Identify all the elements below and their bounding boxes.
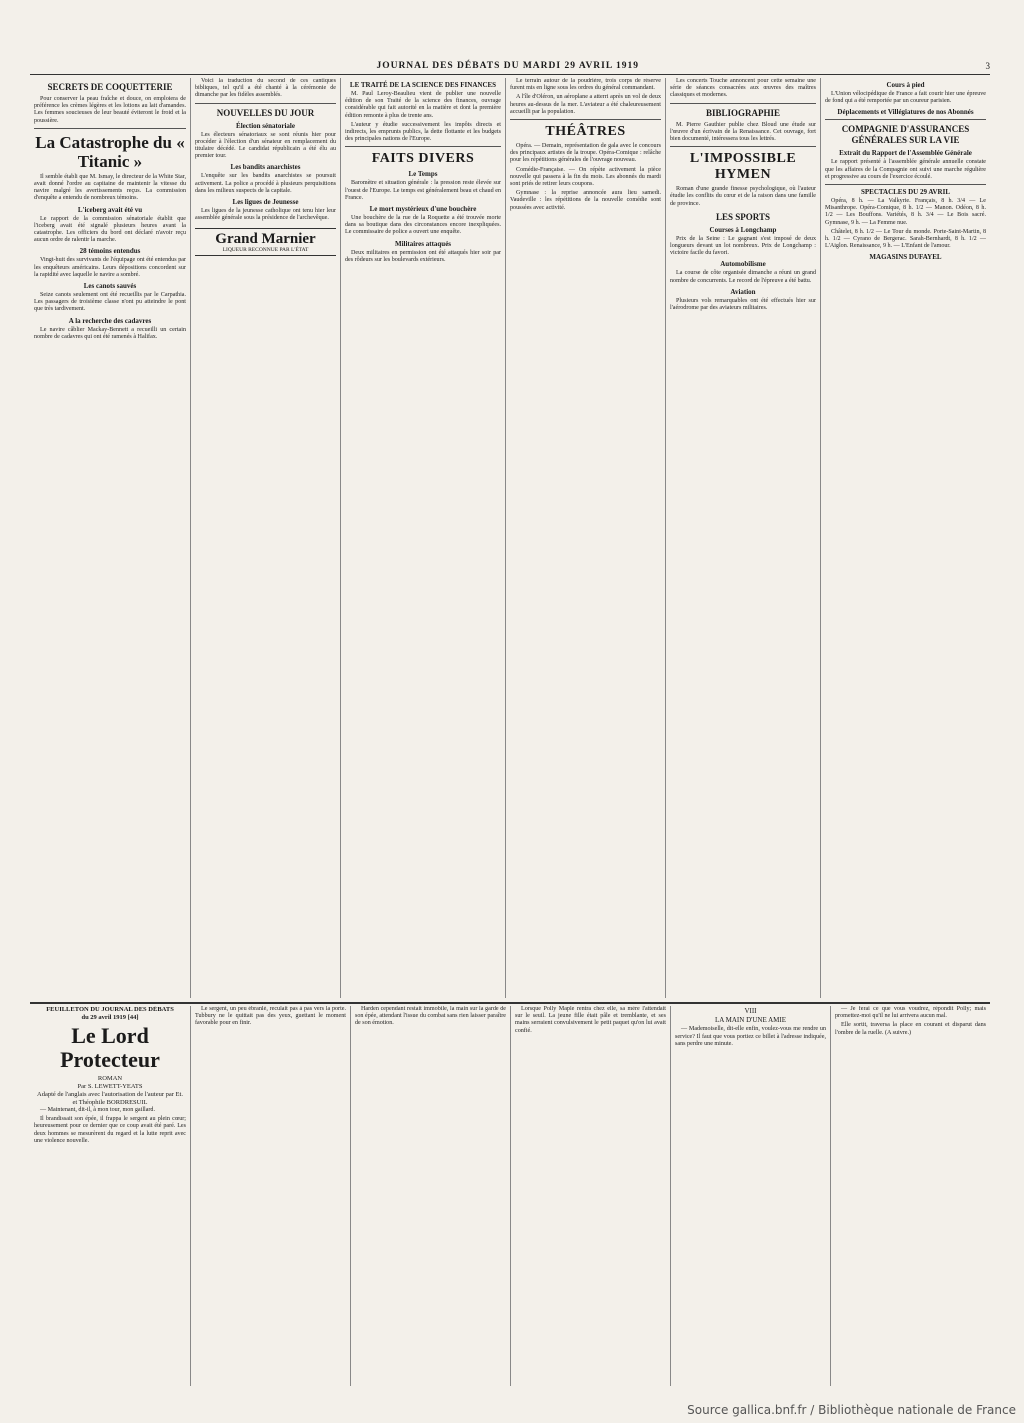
article-text: Le terrain autour de la poudrière, trois corps de réserve furent mis en ligne sous les ordres du général commandant. — [510, 78, 661, 92]
article-text: La course de côte organisée dimanche a réuni un grand nombre de concurrents. Le record de l'épreuve a été battu. — [670, 270, 816, 284]
subheading: Automobilisme — [720, 260, 766, 269]
novel-genre: ROMAN — [97, 1075, 123, 1082]
subheading: 28 témoins entendus — [79, 247, 141, 256]
column-5 — [665, 78, 820, 998]
novel-text: — Mademoiselle, dit-elle enfin, voulez-vous me rendre un service? Il faut que vous portiez ce billet à l'adresse indiquée, sans perdre une minute. — [675, 1026, 826, 1047]
newspaper-page — [30, 58, 990, 1388]
article-text: Gymnase : la reprise annoncée aura lieu samedi. Vaudeville : les répétitions de la nouvelle comédie sont poussées avec activité. — [510, 190, 661, 211]
headline-spectacles: SPECTACLES DU 29 AVRIL — [860, 188, 950, 197]
page-number: 3 — [985, 61, 990, 71]
article-text: M. Pierre Gauthier publie chez Bloud une étude sur l'œuvre d'un écrivain de la Renaissance. Cet ouvrage, fort bien documenté, intéressera tous les lettrés. — [670, 121, 816, 143]
article-text: A l'île d'Oléron, un aéroplane a atterri après un vol de deux heures au-dessus de la mer. L'aviateur a été chaleureusement accueilli par la population. — [510, 94, 661, 115]
article-text: L'auteur y étudie successivement les impôts directs et indirects, les emprunts publics, la dette flottante et les budgets des principales nations de l'Europe. — [345, 121, 501, 143]
masthead — [30, 58, 990, 75]
article-text: Voici la traduction du second de ces cantiques bibliques, tel qu'il a été chanté à la cérémonie de dimanche par les fidèles assemblés. — [195, 78, 336, 99]
subheading: Cours à pied — [886, 81, 925, 89]
headline-traite: LE TRAITÉ DE LA SCIENCE DES FINANCES — [349, 81, 497, 89]
novel-author: Par S. LEWETT-YEATS — [77, 1083, 143, 1090]
column-1 — [30, 78, 190, 998]
article-text: Comédie-Française. — On répète activement la pièce nouvelle qui passera à la fin du mois. Les abonnés du mardi sont priés de retirer leurs coupons. — [510, 166, 661, 188]
novel-text: Il brandissait son épée, il frappa le sergent au plein cœur; heureusement pour ce dernier que ce coup avait été paré. Les deux hommes se mesurèrent du regard et la lutte reprit avec une violence nouvelle. — [34, 1116, 186, 1144]
novel-text: — Je ferai ce que vous voudrez, répondit Polly; mais promettez-moi qu'il ne lui arrivera aucun mal. — [835, 1006, 986, 1020]
article-text: Opéra. — Demain, représentation de gala avec le concours des principaux artistes de la troupe. Opéra-Comique : relâche pour les répétitions générales de l'ouvrage nouveau. — [510, 143, 661, 164]
novel-text: Le sergent, un peu ébranlé, reculait pas à pas vers la porte. Tubbury ne le quittait pas des yeux, guettant le moment favorable pour en finir. — [195, 1006, 346, 1027]
article-text: Prix de la Seine : Le gagnant s'est imposé de deux longueurs devant un lot nombreux. Prix de Longchamp : victoire facile du favori. — [670, 235, 816, 257]
article-text: Seize canots seulement ont été recueillis par le Carpathia. Les passagers de troisième classe n'ont pu atteindre le pont que très tardivement. — [34, 292, 186, 313]
article-text: M. Paul Leroy-Beaulieu vient de publier une nouvelle édition de son Traité de la science des finances, ouvrage considérable qui fait autorité en la matière et dont la première édition remonte à plus de trente ans. — [345, 91, 501, 119]
novel-text: Harden cependant restait immobile, la main sur la garde de son épée, attendant l'issue du combat sans rien laisser paraître de son émotion. — [355, 1006, 506, 1027]
subheading: Courses à Longchamp — [709, 225, 777, 234]
subheading: L'iceberg avait été vu — [77, 205, 143, 214]
feuilleton-column-6 — [830, 1006, 990, 1386]
feuilleton-column-1 — [30, 1006, 190, 1386]
chapter-number: VIII — [744, 1007, 757, 1015]
chapter-title: LA MAIN D'UNE AMIE — [714, 1016, 787, 1025]
article-text: Baromètre et situation générale : la pression reste élevée sur l'ouest de l'Europe. Le temps est généralement beau et chaud en France. — [345, 180, 501, 201]
article-text: Châtelet, 8 h. 1/2 — Le Tour du monde. Porte-Saint-Martin, 8 h. 1/2 — Cyrano de Bergerac. Sarah-Bernhardt, 8 h. 1/2 — L'Aiglon. Renaissance, 9 h. — L'Enfant de l'amour. — [825, 228, 986, 250]
subheading: Déplacements et Villégiatures de nos Abonnés — [837, 108, 974, 117]
article-text: L'Union vélocipédique de France a fait courir hier une épreuve de fond qui a été remportée par un coureur parisien. — [825, 91, 986, 105]
feuilleton — [30, 1006, 990, 1386]
advertisement-dufayel: MAGASINS DUFAYEL — [869, 253, 942, 262]
feuilleton-column-3 — [350, 1006, 510, 1386]
article-text: Plusieurs vols remarquables ont été effectués hier sur l'aérodrome par des aviateurs militaires. — [670, 297, 816, 312]
novel-text: Lorsque Polly Maple rentra chez elle, sa mère l'attendait sur le seuil. La jeune fille était pâle et tremblante, et ses mains serraient convulsivement le petit paquet qu'on lui avait confié. — [515, 1006, 666, 1034]
headline-impossible-hymen: L'IMPOSSIBLE HYMEN — [689, 151, 797, 183]
feuilleton-number: [44] — [127, 1013, 139, 1021]
subheading: Les bandits anarchistes — [230, 163, 301, 172]
novel-text: Elle sortit, traversa la place en courant et disparut dans l'ombre de la ruelle. (A suivre.) — [835, 1022, 986, 1036]
divider — [670, 103, 816, 104]
subheading: A la recherche des cadavres — [68, 316, 152, 325]
article-text: Deux militaires en permission ont été attaqués hier soir par des rôdeurs sur les boulevards extérieurs. — [345, 249, 501, 263]
article-text: Le rapport de la commission sénatoriale établit que l'iceberg avait été signalé plusieurs heures avant la catastrophe. Les officiers du bord ont déclaré n'avoir reçu aucun ordre de ralentir la marche. — [34, 215, 186, 244]
novel-text: — Maintenant, dit-il, à mon tour, mon gaillard. — [40, 1107, 156, 1113]
article-text: Les concerts Touche annoncent pour cette semaine une série de séances consacrées aux œuvres des maîtres classiques et modernes. — [670, 78, 816, 99]
novel-adaptation: Adapté de l'anglais avec l'autorisation de l'auteur par Et. et Théophile BORDRESUIL — [37, 1091, 183, 1106]
subheading: Les ligues de Jeunesse — [232, 198, 299, 207]
source-credit: Source gallica.bnf.fr / Bibliothèque nationale de France — [687, 1403, 1016, 1417]
column-4 — [505, 78, 665, 998]
article-text: L'enquête sur les bandits anarchistes se poursuit activement. La police a procédé à plusieurs perquisitions dans les milieux suspects de la capitale. — [195, 173, 336, 194]
article-text: Roman d'une grande finesse psychologique, où l'auteur étudie les conflits du cœur et de la raison dans une famille de province. — [670, 186, 816, 207]
subheading: Extrait du Rapport de l'Assemblée Générale — [839, 149, 972, 158]
headline-faits-divers: FAITS DIVERS — [371, 151, 475, 167]
headline-titanic: La Catastrophe du « Titanic » — [35, 132, 185, 171]
subheading: Le Temps — [408, 170, 438, 179]
divider — [825, 184, 986, 185]
subheading: Élection sénatoriale — [236, 121, 295, 130]
article-text: Les électeurs sénatoriaux se sont réunis hier pour procéder à l'élection d'un sénateur en remplacement du titulaire décédé. Le candidat républicain a été élu au premier tour. — [195, 131, 336, 160]
divider — [825, 119, 986, 120]
article-text: Les ligues de la jeunesse catholique ont tenu hier leur assemblée générale sous la présidence de l'archevêque. — [195, 208, 336, 222]
masthead-title: JOURNAL DES DÉBATS DU MARDI 29 AVRIL 1919 — [376, 61, 640, 71]
subheading: Le mort mystérieux d'une bouchère — [369, 205, 477, 214]
article-text: Une bouchère de la rue de la Roquette a été trouvée morte dans sa boutique dans des circonstances encore inexpliquées. Le commissaire de police a ouvert une enquête. — [345, 215, 501, 236]
feuilleton-column-5 — [670, 1006, 830, 1386]
divider — [195, 103, 336, 104]
feuilleton-header — [34, 1006, 186, 1021]
feuilleton-header-line2: du 29 avril 1919 — [81, 1013, 127, 1021]
subheading: Aviation — [730, 287, 756, 296]
divider — [34, 128, 186, 129]
column-3 — [340, 78, 505, 998]
article-text: Opéra, 8 h. — La Valkyrie. Français, 8 h. 3/4 — Le Misanthrope. Opéra-Comique, 8 h. 1/2 — Manon. Odéon, 8 h. 1/2 — Les Bouffons. Variétés, 8 h. 3/4 — Le Bois sacré. Gymnase, 9 h. — La Femme nue. — [825, 198, 986, 226]
column-6 — [820, 78, 990, 998]
headline-assurances: COMPAGNIE D'ASSURANCES GÉNÉRALES SUR LA VIE — [841, 124, 970, 146]
subheading: Les canots sauvés — [83, 282, 137, 291]
feuilleton-column-4 — [510, 1006, 670, 1386]
divider — [670, 146, 816, 147]
advertisement-grand-marnier — [195, 228, 336, 256]
divider — [510, 119, 661, 120]
article-text: Il semble établi que M. Ismay, le directeur de la White Star, avait donné l'ordre au capitaine de maintenir la vitesse du navire malgré les avertissements reçus. La commission d'enquête a entendu de nombreux témoins. — [34, 173, 186, 202]
article-text: Vingt-huit des survivants de l'équipage ont été entendus par les enquêteurs américains. Leurs dépositions concordent sur la rapidité avec laquelle le navire a sombré. — [34, 257, 186, 278]
headline-secrets: SECRETS DE COQUETTERIE — [47, 82, 173, 92]
headline-nouvelles: NOUVELLES DU JOUR — [216, 107, 315, 118]
subheading: Militaires attaqués — [394, 239, 452, 248]
divider — [345, 146, 501, 147]
feuilleton-column-2 — [190, 1006, 350, 1386]
article-text: Pour conserver la peau fraîche et douce, on emploiera de préférence les crèmes légères et les lotions au lait d'amandes. Les femmes soucieuses de leur beauté éviteront le froid et la poussière. — [34, 96, 186, 124]
ad-brand: Grand Marnier — [215, 231, 316, 248]
article-text: Le rapport présenté à l'assemblée générale annuelle constate que les affaires de la Compagnie ont suivi une marche régulière et progressive au cours de l'exercice écoulé. — [825, 159, 986, 180]
headline-sports: LES SPORTS — [716, 211, 770, 222]
article-text: Le navire câblier Mackay-Bennett a recueilli un certain nombre de cadavres qui ont été ramenés à Halifax. — [34, 326, 186, 340]
column-2 — [190, 78, 340, 998]
feuilleton-header-line1: FEUILLETON DU JOURNAL DES DÉBATS — [46, 1006, 174, 1013]
headline-bibliographie: BIBLIOGRAPHIE — [705, 107, 781, 118]
main-columns — [30, 78, 990, 998]
headline-theatres: THÉÂTRES — [545, 124, 626, 140]
feuilleton-divider — [30, 1002, 990, 1004]
ad-tagline: LIQUEUR RECONNUE PAR L'ÉTAT — [222, 247, 309, 254]
novel-title: Le Lord Protecteur — [60, 1023, 160, 1072]
